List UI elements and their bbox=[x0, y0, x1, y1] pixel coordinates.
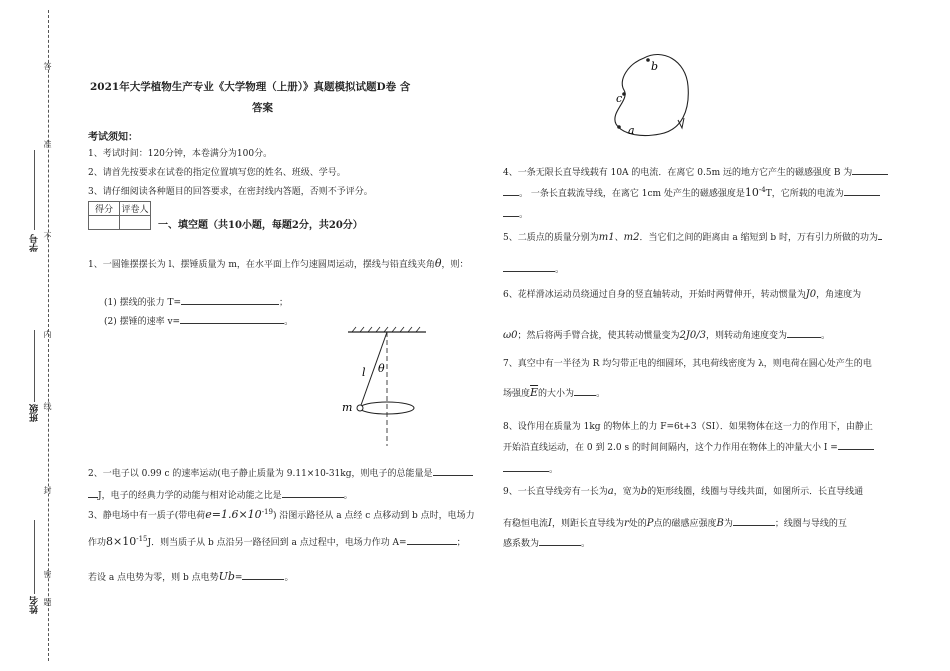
q5-end: 。 bbox=[555, 265, 565, 275]
q3-line3 bbox=[88, 570, 293, 583]
q3-ub: Ub bbox=[218, 570, 235, 583]
q1-tension-blank[interactable] bbox=[181, 304, 279, 305]
q6-j-new: 2J0/3 bbox=[679, 330, 707, 341]
q3-work: 8×10 bbox=[106, 535, 137, 548]
q8-line3 bbox=[503, 462, 558, 475]
q4-b-blank-cont[interactable] bbox=[503, 195, 519, 196]
q2-energy-blank[interactable] bbox=[433, 475, 473, 476]
q9-a: a bbox=[607, 486, 614, 497]
q4-b-val: 10 bbox=[744, 186, 759, 199]
field-label-name: 姓名 bbox=[30, 596, 40, 614]
q5-line2 bbox=[503, 262, 564, 275]
q1-stem: 1、一圆锥摆摆长为 l、摆锤质量为 m，在水平面上作匀速圆周运动，摆线与铅直线夹角 bbox=[88, 260, 435, 270]
q9-p: P bbox=[646, 518, 654, 529]
q8-line2 bbox=[503, 440, 874, 453]
q9-pre: 9、一长直导线旁有一长为 bbox=[503, 487, 608, 497]
q7-e-symbol: $\overline{E}$ bbox=[530, 386, 539, 399]
q8-impulse-blank[interactable] bbox=[838, 449, 874, 450]
field-label-class: 班级 bbox=[30, 404, 40, 422]
q4-line1 bbox=[503, 165, 888, 178]
q6-line1-post: ，角速度为 bbox=[816, 290, 862, 300]
q9-post: 的矩形线圈，线圈与导线共面，如图所示．长直导线通 bbox=[647, 487, 864, 497]
q9-line2-pre: 有稳恒电流 bbox=[503, 519, 549, 529]
exam-title-line2: 答案 bbox=[252, 102, 273, 114]
q9-line3-text: 感系数为 bbox=[503, 539, 540, 549]
q4-line2-post: T，它所载的电流为 bbox=[765, 189, 844, 199]
margin-mark-ti: 题 bbox=[43, 598, 52, 606]
q9-end: 。 bbox=[581, 539, 591, 549]
q3-line3-pre: 若设 a 点电势为零，则 b 点电势 bbox=[88, 573, 219, 583]
q3-line1 bbox=[88, 508, 475, 521]
q5-sep: 、 bbox=[614, 233, 624, 243]
margin-mark-da: 答 bbox=[43, 62, 52, 70]
q9-b-blank[interactable] bbox=[733, 525, 775, 526]
q9-line2-mid: ，则距长直导线为 bbox=[551, 519, 624, 529]
score-table bbox=[88, 201, 151, 230]
section-1-title: 一、填空题（共10小题，每题2分，共20分） bbox=[158, 220, 363, 231]
fig-label-m: m bbox=[342, 401, 353, 414]
q3-charge-exp: -19 bbox=[261, 508, 273, 516]
q1-tail: ，则： bbox=[441, 260, 469, 270]
q8-impulse-blank-cont[interactable] bbox=[503, 471, 549, 472]
label-b: b bbox=[651, 60, 659, 73]
q1-sub1-label: (1) 摆线的张力 T= bbox=[104, 298, 182, 308]
q2-line2 bbox=[88, 488, 353, 501]
margin-mark-feng: 封 bbox=[43, 486, 52, 494]
q6-end: 。 bbox=[821, 331, 831, 341]
margin-mark-nei: 内 bbox=[43, 330, 52, 338]
q9-line1 bbox=[503, 484, 863, 497]
name-line[interactable] bbox=[34, 520, 35, 594]
q4-line3 bbox=[503, 207, 528, 220]
q5-work-blank-cont[interactable] bbox=[503, 271, 555, 272]
q6-j0: J0 bbox=[805, 289, 817, 300]
q3-potential-blank[interactable] bbox=[242, 579, 284, 580]
q9-b: b bbox=[640, 486, 648, 497]
bob bbox=[357, 405, 363, 411]
q5-line1 bbox=[503, 230, 882, 243]
instruction-item-3: 3、请仔细阅读各种题目的回答要求，在密封线内答题，否则不予评分。 bbox=[88, 187, 373, 197]
q5-m2: m2 bbox=[623, 232, 640, 243]
q9-line2-post: 为 bbox=[723, 519, 733, 529]
q7-field-blank[interactable] bbox=[574, 395, 596, 396]
q9-line2-end: ；线圈与导线的互 bbox=[774, 519, 847, 529]
q1-sub2 bbox=[104, 314, 293, 327]
label-a: a bbox=[628, 124, 635, 137]
point-c bbox=[622, 92, 626, 96]
q7-line2-post: 的大小为 bbox=[538, 389, 575, 399]
score-cell[interactable] bbox=[89, 216, 120, 230]
q2-end: 。 bbox=[343, 491, 353, 501]
q3-line2-end: ； bbox=[456, 538, 466, 548]
q9-i: I bbox=[548, 518, 552, 529]
q6-line1 bbox=[503, 287, 861, 300]
point-b bbox=[646, 58, 650, 62]
class-line[interactable] bbox=[34, 330, 35, 402]
q8-end: 。 bbox=[549, 465, 559, 475]
margin-mark-zhun: 准 bbox=[43, 140, 52, 148]
q4-b-blank[interactable] bbox=[852, 174, 888, 175]
q4-stem: 4、一条无限长直导线载有 10A 的电流．在离它 0.5m 远的地方它产生的磁感强度 B 为 bbox=[503, 168, 853, 178]
q9-mid: ，宽为 bbox=[613, 487, 641, 497]
q2-stem: 2、一电子以 0.99 c 的速率运动(电子静止质量为 9.11×10-31kg，则电子的总能量是 bbox=[88, 469, 433, 479]
instruction-item-1: 1、考试时间：120分钟，本卷满分为100分。 bbox=[88, 149, 273, 159]
student-id-line[interactable] bbox=[34, 150, 35, 230]
q1-theta: θ bbox=[434, 257, 442, 270]
q3-post: ) 沿图示路径从 a 点经 c 点移动到 b 点时，电场力 bbox=[272, 511, 475, 521]
q1-sub2-end: 。 bbox=[284, 317, 294, 327]
q3-line2 bbox=[88, 535, 466, 548]
q8-line1: 8、设作用在质量为 1kg 的物体上的力 F=6t+3（SI）．如果物体在这一力的作用下，由静止 bbox=[503, 422, 873, 432]
q5-work-blank[interactable] bbox=[878, 239, 882, 240]
label-c: c bbox=[616, 92, 623, 105]
score-header: 得分 bbox=[89, 202, 120, 216]
q4-b-exp: -4 bbox=[758, 186, 766, 194]
q4-line2-pre: 。 一条长直载流导线，在离它 1cm 处产生的磁感强度是 bbox=[519, 189, 745, 199]
fig-label-theta: θ bbox=[378, 362, 385, 375]
margin-mark-bu: 不 bbox=[43, 232, 52, 240]
q1-sub1 bbox=[104, 295, 288, 308]
q7-line1: 7、真空中有一半径为 R 均匀带正电的细圆环，其电荷线密度为 λ，则电荷在圆心处产生的电 bbox=[503, 359, 872, 369]
q4-current-blank[interactable] bbox=[844, 195, 880, 196]
q5-line1-post: ．当它们之间的距离由 a 缩短到 b 时，万有引力所做的功为 bbox=[639, 233, 879, 243]
q9-r: r bbox=[623, 518, 629, 529]
q3-work-blank[interactable] bbox=[407, 544, 457, 545]
exam-title-line1: 2021年大学植物生产专业《大学物理（上册）》真题模拟试题D卷 含 bbox=[90, 81, 411, 93]
q2-ratio-blank[interactable] bbox=[282, 497, 344, 498]
instructions-heading: 考试须知： bbox=[88, 132, 138, 143]
q5-m1: m1 bbox=[598, 232, 615, 243]
conical-pendulum-figure bbox=[340, 326, 440, 452]
q6-stem: 6、花样滑冰运动员绕通过自身的竖直轴转动，开始时两臂伸开，转动惯量为 bbox=[503, 290, 806, 300]
q1-sub2-label: (2) 摆锤的速率 v= bbox=[104, 317, 181, 327]
q2-line1 bbox=[88, 466, 473, 479]
q9-m-blank[interactable] bbox=[539, 545, 581, 546]
q7-line2 bbox=[503, 386, 605, 399]
q1-text bbox=[88, 257, 469, 270]
q7-line2-pre: 场强度 bbox=[503, 389, 531, 399]
q3-eq: = bbox=[234, 573, 243, 583]
grader-header: 评卷人 bbox=[120, 202, 151, 216]
q4-end: 。 bbox=[519, 210, 529, 220]
q3-charge: e=1.6×10 bbox=[205, 508, 262, 521]
q8-text: 开始沿直线运动，在 0 到 2.0 s 的时间间隔内，这个力作用在物体上的冲量大小 I = bbox=[503, 443, 838, 453]
q9-line2-mid3: 点的磁感应强度 bbox=[653, 519, 717, 529]
path-figure bbox=[604, 50, 698, 144]
q6-w0: ω0 bbox=[503, 330, 518, 341]
q3-line2-post: J．则当质子从 b 点沿另一路径回到 a 点过程中，电场力作功 A= bbox=[147, 538, 407, 548]
margin-mark-xian: 线 bbox=[43, 402, 52, 410]
field-label-student-id: 学号 bbox=[30, 234, 40, 252]
q9-line2-mid2: 处的 bbox=[628, 519, 647, 529]
q6-line2: ；然后将两手臂合拢，使其转动惯量变为 bbox=[517, 331, 680, 341]
q9-line3 bbox=[503, 536, 590, 549]
q2-ratio-text: J，电子的经典力学的动能与相对论动能之比是 bbox=[98, 491, 282, 501]
instruction-item-2: 2、请首先按要求在试卷的指定位置填写您的姓名、班级、学号。 bbox=[88, 168, 346, 178]
q4-line2 bbox=[503, 186, 880, 199]
q9-b-sym: B bbox=[716, 518, 724, 529]
fig-label-l: l bbox=[362, 366, 366, 379]
q9-line2 bbox=[503, 516, 847, 529]
q2-energy-blank-cont[interactable] bbox=[88, 497, 98, 498]
q6-line2-post: ，则转动角速度变为 bbox=[706, 331, 788, 341]
q3-work-exp: -15 bbox=[136, 535, 148, 543]
q4-current-blank-cont[interactable] bbox=[503, 216, 519, 217]
q6-omega-blank[interactable] bbox=[787, 337, 821, 338]
q3-line3-end: 。 bbox=[284, 573, 294, 583]
q7-end: 。 bbox=[596, 389, 606, 399]
q1-speed-blank[interactable] bbox=[180, 323, 284, 324]
margin-mark-mi: 密 bbox=[43, 570, 52, 578]
q5-stem: 5、二质点的质量分别为 bbox=[503, 233, 599, 243]
q6-line2 bbox=[503, 328, 830, 341]
q3-line2-pre: 作功 bbox=[88, 538, 107, 548]
q3-pre: 3、静电场中有一质子(带电荷 bbox=[88, 511, 206, 521]
ceiling-hatch bbox=[352, 327, 420, 332]
grader-cell[interactable] bbox=[120, 216, 151, 230]
point-a bbox=[617, 125, 621, 129]
q1-sub1-end: ； bbox=[279, 298, 289, 308]
